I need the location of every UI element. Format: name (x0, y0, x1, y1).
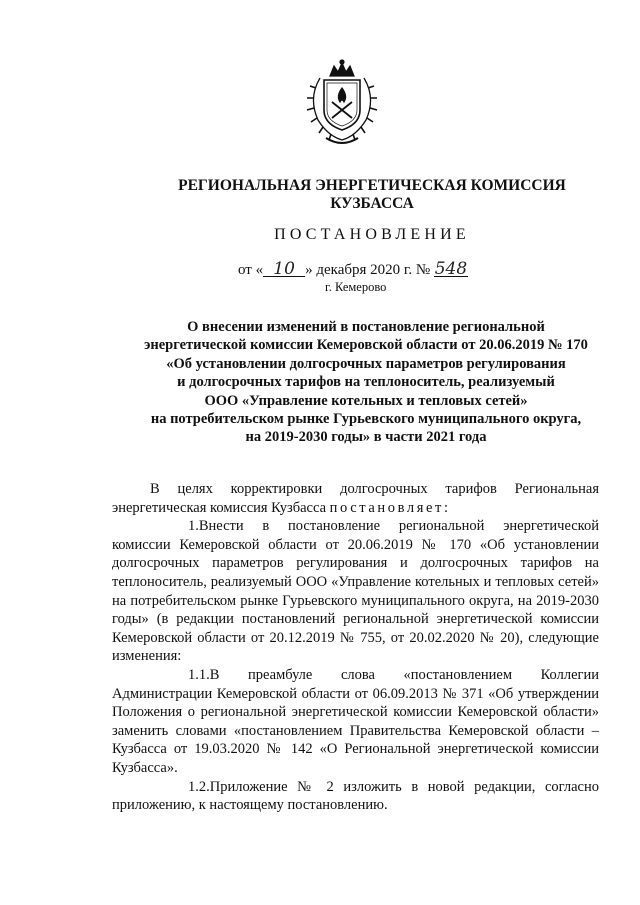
document-number-handwritten: 548 (434, 259, 468, 279)
item-1-paragraph (112, 517, 599, 666)
org-title-line-1: РЕГИОНАЛЬНАЯ ЭНЕРГЕТИЧЕСКАЯ КОМИССИЯ (178, 177, 566, 194)
item-1-1-number: 1.1. (188, 666, 210, 683)
date-line (238, 259, 468, 279)
subject-line: и долгосрочных тарифов на теплоноситель, реализуемый (177, 374, 555, 391)
document-body (112, 480, 599, 815)
subject-line: ООО «Управление котельных и тепловых сетей» (204, 392, 528, 409)
date-day-handwritten: 10 (263, 262, 305, 277)
intro-text: В целях корректировки долгосрочных тарифов Региональная энергетическая комиссия Кузбасса (112, 481, 599, 516)
item-1-2-number: 1.2. (188, 778, 210, 795)
date-middle: » декабря 2020 г. № (305, 262, 431, 278)
item-1-1-paragraph (112, 666, 599, 778)
subject-line: энергетической комиссии Кемеровской области от 20.06.2019 № 170 (144, 337, 588, 354)
org-title-line-2: КУЗБАССА (330, 195, 414, 212)
intro-resolves: постановляет: (329, 499, 451, 516)
intro-paragraph (112, 480, 599, 517)
item-1-2-text: Приложение № 2 изложить в новой редакции, согласно приложению, к настоящему постановлению. (112, 778, 599, 814)
subject-line: «Об установлении долгосрочных параметров регулирования (166, 355, 566, 372)
document-type-title: ПОСТАНОВЛЕНИЕ (274, 226, 470, 243)
item-1-text: Внести в постановление региональной энергетической комиссии Кемеровской области от 20.06.2019 № 170 «Об установлении долгосрочных параметров регулирования и долгосрочных тарифов на теплоноситель, реализуемый ООО «Управление котельных и тепловых сетей» на потребительском рынке Гурьевского муниципального округа, на 2019-2030 годы» (в редакции постановлений региональной энергетической комиссии Кемеровской области от 20.12.2019 № 755, от 20.02.2020 № 20), следующие изменения: (112, 518, 599, 665)
item-1-2-paragraph (112, 778, 599, 815)
subject-line: О внесении изменений в постановление региональной (187, 319, 545, 335)
kuzbass-coat-of-arms-icon (296, 58, 388, 150)
subject-block (96, 318, 636, 447)
item-1-number: 1. (188, 518, 199, 535)
subject-line: на 2019-2030 годы» в части 2021 года (245, 429, 487, 446)
item-1-1-text: В преамбуле слова «постановлением Коллегии Администрации Кемеровской области от 06.09.2013 № 371 «Об утверждении Положения о региональной энергетической комиссии Кемеровской области» заменить словами «постановлением Правительства Кемеровской области – Кузбасса от 19.03.2020 № 142 «О Региональной энергетической комиссии Кузбасса». (112, 666, 599, 776)
city-label: г. Кемерово (325, 280, 387, 294)
date-prefix: от « (238, 262, 264, 278)
subject-line: на потребительском рынке Гурьевского муниципального округа, (150, 411, 582, 428)
